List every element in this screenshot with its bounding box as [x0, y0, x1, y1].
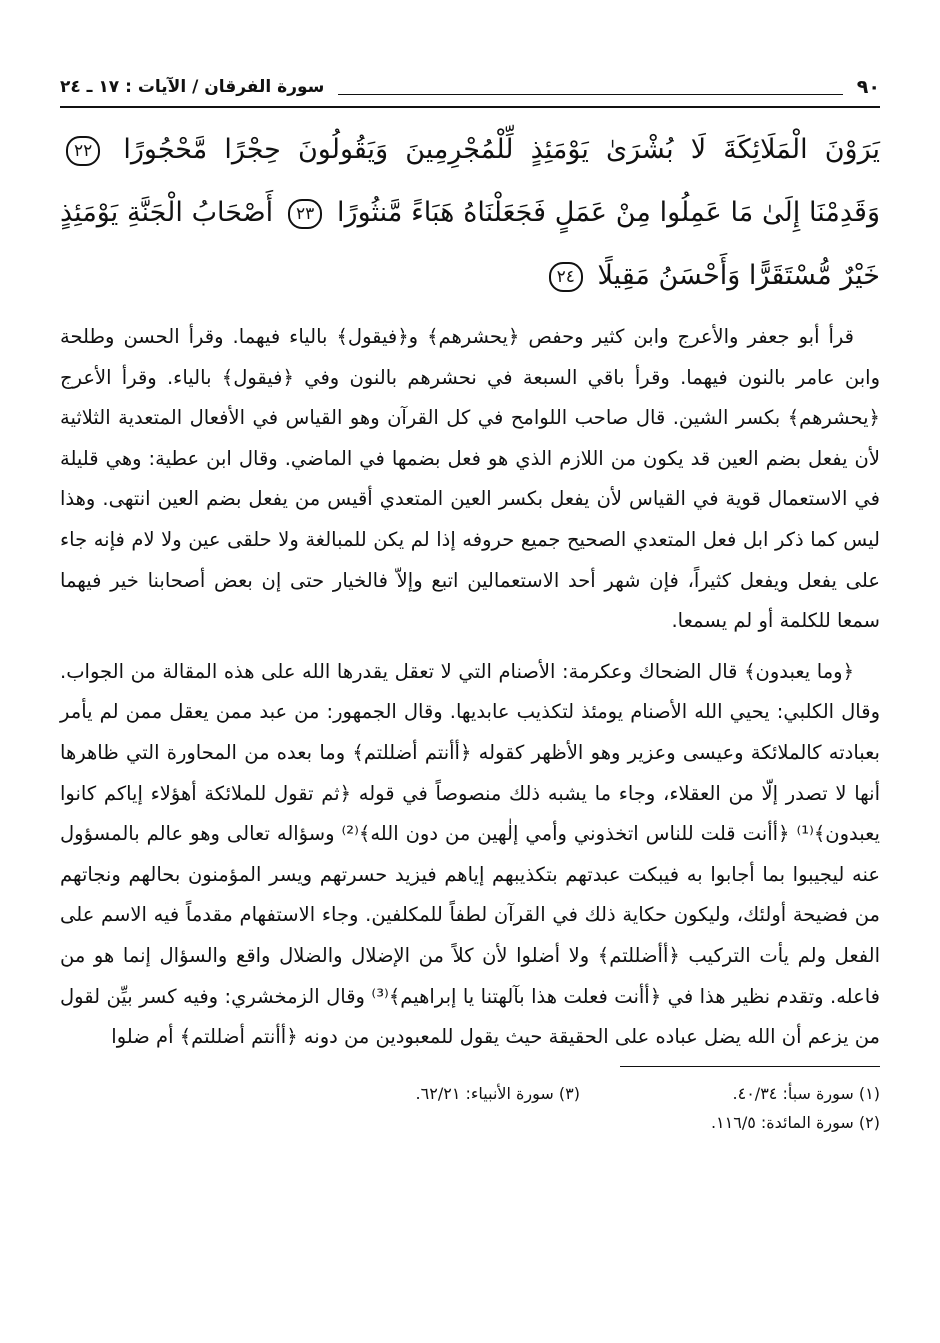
running-header — [60, 70, 880, 108]
verse-number-23: ٢٣ — [288, 199, 322, 229]
quran-verses — [60, 118, 880, 307]
paragraph-worshipped: ﴿وما يعبدون﴾ قال الضحاك وعكرمة: الأصنام التي لا تعقل يقدرها الله على هذه المقالة من الجواب. وقال الكلبي: يحيي الله الأصنام يومئذ لتكذيب عابديها. وقال الجمهور: من عبد ممن يعقل ممن لم يأمر بعبادته كالملائكة وعيسى وعزير وهو الأظهر كقوله ﴿أأنتم أضللتم﴾ وما بعده من المحاورة التي ظاهرها أنها لا تصدر إلّا من العقلاء، وجاء ما يشبه ذلك منصوصاً في قوله ﴿ثم تقول للملائكة أهؤلاء إياكم كانوا يعبدون﴾⁽¹⁾ ﴿أأنت قلت للناس اتخذوني وأمي إلٰهين من دون الله﴾⁽²⁾ وسؤاله تعالى وهو عالم بالمسؤول عنه ليجيبوا بما أجابوا به فيبكت عبدتهم بتكذيبهم إياهم فيزيد حسرتهم ويسر المؤمنون بحالهم ونجاتهم من فضيحة أولئك، وليكون حكاية ذلك في القرآن لطفاً للمكلفين. وجاء الاستفهام مقدماً فيه الاسم على الفعل ولم يأت التركيب ﴿أأضللتم﴾ ولا أضلوا لأن كلاً من الإضلال والضلال واقع والسؤال إنما هو من فاعله. وتقدم نظير هذا في ﴿أأنت فعلت هذا بآلهتنا يا إبراهيم﴾⁽³⁾ وقال الزمخشري: وفيه كسر بيِّن لقول من يزعم أن الله يضل عباده على الحقيقة حيث يقول للمعبودين من دونه ﴿أأنتم أضللتم﴾ أم ضلوا — [60, 659, 881, 1049]
paragraph-readings: قرأ أبو جعفر والأعرج وابن كثير وحفص ﴿يحشرهم﴾ و﴿فيقول﴾ بالياء فيهما. وقرأ الحسن وطلحة وابن عامر بالنون فيهما. وقرأ باقي السبعة في نحشرهم بالنون وفي ﴿فيقول﴾ بالياء. وقرأ الأعرج ﴿يحشرهم﴾ بكسر الشين. قال صاحب اللوامح في كل القرآن وهو القياس في الأفعال المتعدية الثلاثية لأن يفعل بضم العين قد يكون من اللازم الذي هو فعل بضمها في الماضي. وقال ابن عطية: وهي قليلة في الاستعمال قوية في القياس لأن يفعل بكسر العين المتعدي أقيس من يفعل بضم العين انتهى. وهذا ليس كما ذكر ابل فعل المتعدي الصحيح جميع حروفه إذا لم يكن للمبالغة ولا حلقى عين ولا لام فإنه جاء على يفعل ويفعل كثيراً، فإن شهر أحد الاستعمالين اتبع وإلاّ فالخيار حتى إن بعض أصحابنا خير فيهما سمعا للكلمة أو لم يسمعا. — [60, 325, 880, 633]
verse-number-24: ٢٤ — [549, 262, 583, 292]
header-rule — [338, 80, 842, 95]
verse-text: أَصْحَابُ الْجَنَّةِ يَوْمَئِذٍ خَيْرٌ مُّسْتَقَرًّا وَأَحْسَنُ مَقِيلًا — [60, 197, 880, 291]
verse-text: يَرَوْنَ الْمَلَائِكَةَ لَا بُشْرَىٰ يَوْمَئِذٍ لِّلْمُجْرِمِينَ وَيَقُولُونَ حِجْرًا مَّحْجُورًا — [123, 134, 880, 165]
chapter-title: سورة الفرقان / الآيات : ١٧ ـ ٢٤ — [60, 77, 325, 97]
verse-number-22: ٢٢ — [66, 136, 100, 166]
footnote-1: (١) سورة سبأ: ٤٠/٣٤. — [732, 1083, 880, 1103]
verse-text: وَقَدِمْنَا إِلَىٰ مَا عَمِلُوا مِنْ عَمَلٍ فَجَعَلْنَاهُ هَبَاءً مَّنثُورًا — [337, 197, 880, 228]
footnote-2: (٢) سورة المائدة: ١١٦/٥. — [710, 1112, 880, 1132]
footnote-3: (٣) سورة الأنبياء: ٦٢/٢١. — [415, 1083, 580, 1103]
page — [60, 70, 880, 1137]
footnote-rule — [620, 1066, 880, 1067]
commentary-body — [60, 317, 880, 1058]
page-number: ٩٠ — [856, 76, 880, 98]
footnotes — [60, 1079, 880, 1137]
